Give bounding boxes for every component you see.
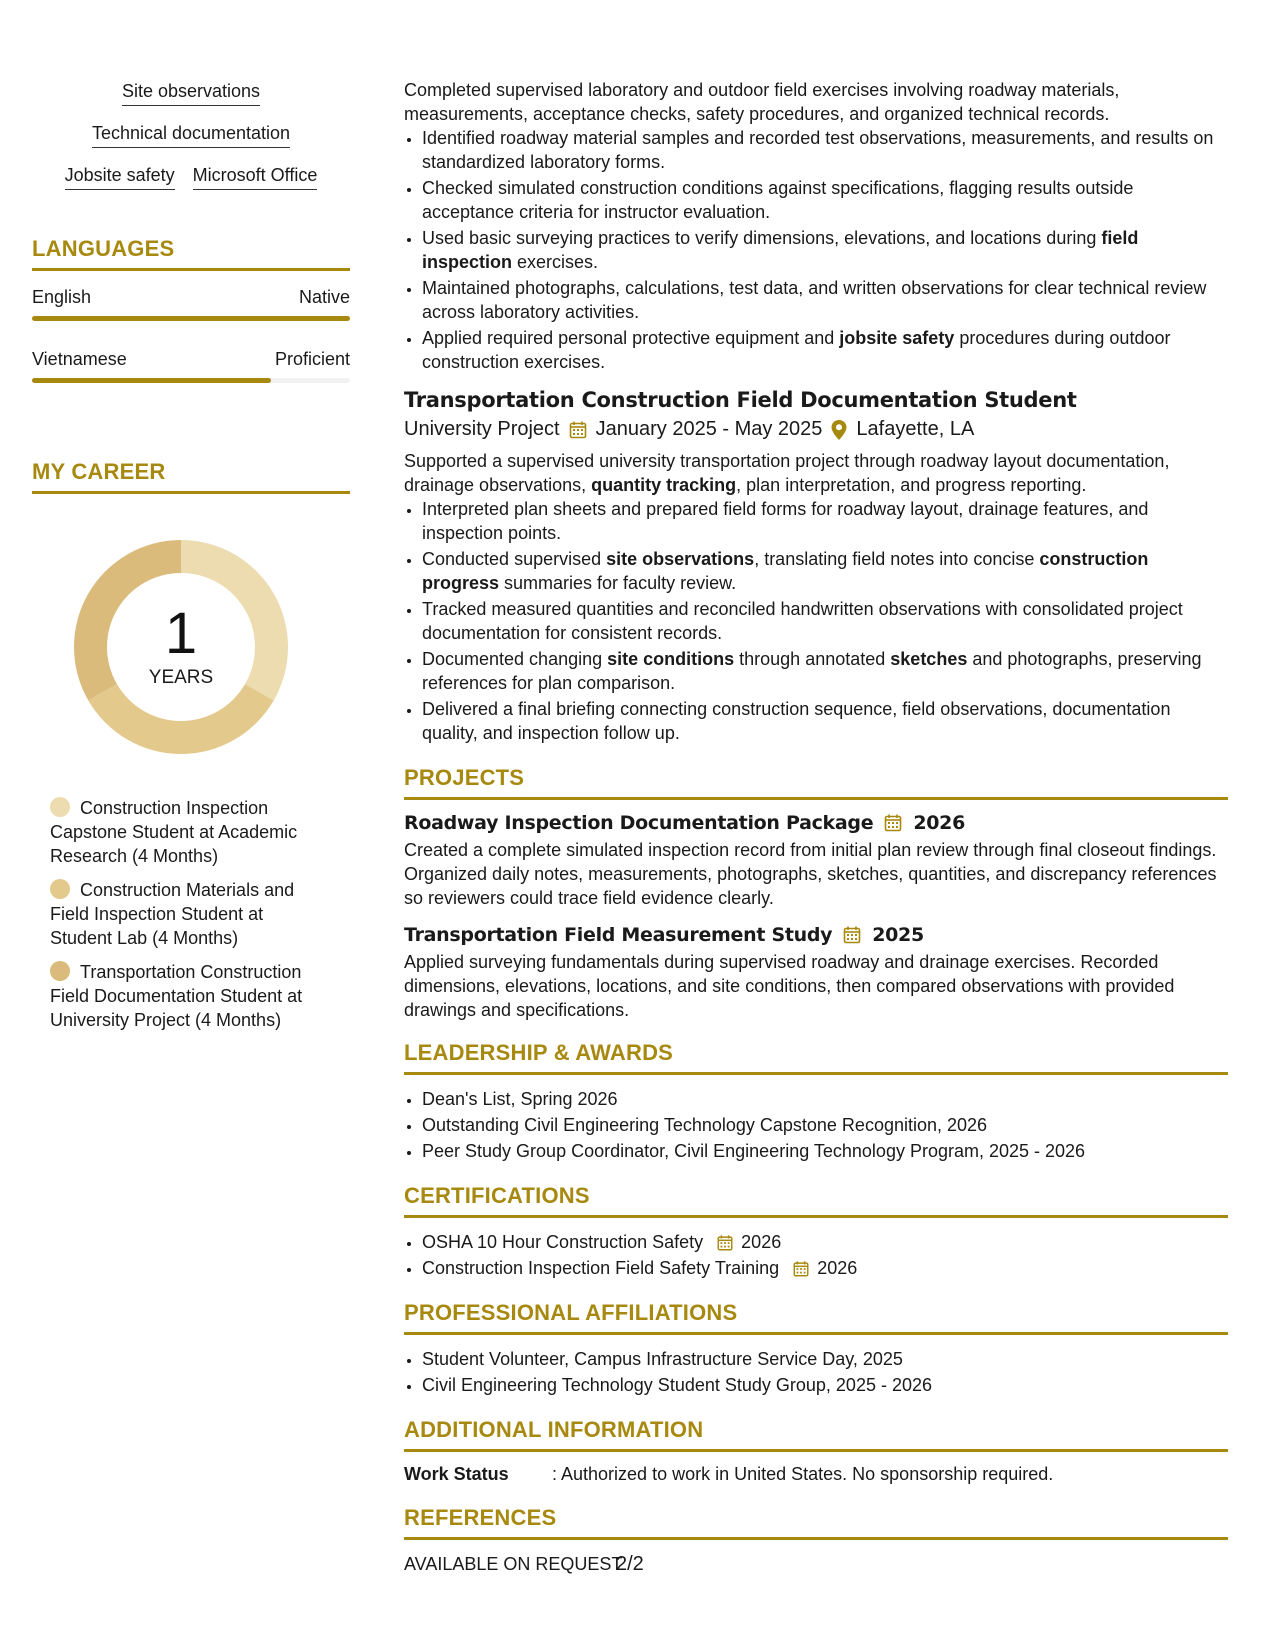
project-item: [404, 812, 1228, 910]
skill-tag: Site observations: [122, 80, 260, 106]
references-section: [404, 1505, 1228, 1576]
certifications-section: [404, 1183, 1228, 1280]
calendar-icon: [842, 925, 862, 945]
languages-heading: LANGUAGES: [32, 236, 350, 271]
projects-heading: PROJECTS: [404, 765, 1228, 800]
project-name: Roadway Inspection Documentation Package: [404, 812, 874, 834]
skill-tag: Jobsite safety: [65, 164, 175, 190]
right-column: [404, 78, 1228, 1576]
job-title: Transportation Construction Field Documentation Student: [404, 388, 1077, 412]
language-level: Proficient: [274, 349, 350, 369]
work-status-label: Work Status: [404, 1464, 509, 1484]
map-pin-icon: [830, 419, 848, 441]
certification-item: [422, 1256, 1228, 1280]
language-item: [32, 287, 350, 321]
calendar-icon: [716, 1234, 734, 1252]
donut-center: [66, 532, 296, 762]
awards-section: [404, 1040, 1228, 1163]
certification-name: OSHA 10 Hour Construction Safety: [422, 1232, 704, 1252]
job-meta: [404, 418, 1228, 441]
calendar-icon: [792, 1260, 810, 1278]
language-bar: [32, 316, 350, 321]
references-text: AVAILABLE ON REQUEST: [404, 1554, 623, 1574]
references-heading: REFERENCES: [404, 1505, 1228, 1540]
career-heading: MY CAREER: [32, 459, 350, 494]
skill-row: [32, 122, 350, 148]
job-location: Lafayette, LA: [856, 418, 975, 440]
experience-summary: Completed supervised laboratory and outdoor field exercises involving roadway materials, measurements, acceptance checks, safety procedures, and organized technical records.: [404, 80, 1120, 124]
affiliation-item: • Student Volunteer, Campus Infrastructure Service Day, 2025: [422, 1347, 1228, 1371]
career-item-text: Construction Inspection Capstone Student at Academic Research (4 Months): [50, 798, 298, 866]
project-name: Transportation Field Measurement Study: [404, 924, 833, 946]
career-legend-item: [50, 878, 320, 950]
bullet-item: • Checked simulated construction conditions against specifications, flagging results outside acceptance criteria for instructor evaluation.: [422, 176, 1228, 224]
language-level: Native: [298, 287, 350, 307]
award-item: • Outstanding Civil Engineering Technology Capstone Recognition, 2026: [422, 1113, 1228, 1137]
language-bar-fill: [32, 316, 350, 321]
job-dates: January 2025 - May 2025: [595, 418, 823, 440]
career-donut-chart: [66, 532, 296, 762]
affiliation-item: • Civil Engineering Technology Student Study Group, 2025 - 2026: [422, 1373, 1228, 1397]
certifications-list: [404, 1230, 1228, 1280]
work-status-row: [404, 1464, 1228, 1485]
bullet-item: • Identified roadway material samples and recorded test observations, measurements, and results on standardized laboratory forms.: [422, 126, 1228, 174]
bullet-item: • Delivered a final briefing connecting construction sequence, field observations, documentation quality, and inspection follow up.: [422, 697, 1228, 745]
award-item: • Peer Study Group Coordinator, Civil Engineering Technology Program, 2025 - 2026: [422, 1139, 1228, 1163]
page-number: 2/2: [616, 1553, 644, 1575]
additional-heading: ADDITIONAL INFORMATION: [404, 1417, 1228, 1452]
career-legend-item: [50, 796, 320, 868]
project-description: Created a complete simulated inspection record from initial plan review through final closeout findings. Organized daily notes, measurements, photographs, sketches, quantities, and discrepancy references so reviewers could trace field evidence clearly.: [404, 840, 1217, 908]
skill-row: [32, 80, 350, 106]
career-item-text: Transportation Construction Field Documentation Student at University Project (4 Months): [50, 962, 303, 1030]
affiliations-section: [404, 1300, 1228, 1397]
certification-name: Construction Inspection Field Safety Training: [422, 1258, 780, 1278]
job-organization: University Project: [404, 418, 560, 440]
project-year: 2026: [913, 812, 965, 834]
calendar-icon: [883, 813, 903, 833]
bullet-item: • Interpreted plan sheets and prepared field forms for roadway layout, drainage features, and inspection points.: [422, 497, 1228, 545]
language-name: Vietnamese: [32, 349, 127, 369]
affiliations-heading: PROFESSIONAL AFFILIATIONS: [404, 1300, 1228, 1335]
bullet-item: • Applied required personal protective equipment and jobsite safety procedures during outdoor construction exercises.: [422, 326, 1228, 374]
skill-tag: Microsoft Office: [193, 164, 318, 190]
languages-list: [32, 287, 350, 383]
job-bullets: [404, 497, 1228, 745]
language-bar-fill: [32, 378, 271, 383]
skill-row: [32, 164, 350, 190]
career-years-value: 1: [164, 601, 198, 666]
job-summary: Supported a supervised university transportation project through roadway layout documentation, drainage observations, quantity tracking, plan interpretation, and progress reporting.: [404, 451, 1170, 495]
project-item: [404, 924, 1228, 1022]
bullet-item: • Tracked measured quantities and reconciled handwritten observations with consolidated project documentation for consistent records.: [422, 597, 1228, 645]
language-bar: [32, 378, 350, 383]
certification-item: [422, 1230, 1228, 1254]
bullet-item: • Conducted supervised site observations, translating field notes into concise construction progress summaries for faculty review.: [422, 547, 1228, 595]
certification-year: 2026: [741, 1232, 782, 1252]
awards-heading: LEADERSHIP & AWARDS: [404, 1040, 1228, 1075]
calendar-icon: [568, 420, 588, 440]
legend-dot: [50, 961, 70, 981]
award-item: • Dean's List, Spring 2026: [422, 1087, 1228, 1111]
skill-tag: Technical documentation: [92, 122, 290, 148]
language-item: [32, 349, 350, 383]
certifications-heading: CERTIFICATIONS: [404, 1183, 1228, 1218]
left-column: [32, 80, 350, 1042]
project-description: Applied surveying fundamentals during supervised roadway and drainage exercises. Recorded dimensions, elevations, locations, and site conditions, then compared observations with provided drawings and specifications.: [404, 952, 1175, 1020]
career-legend: [50, 796, 320, 1032]
career-legend-item: [50, 960, 320, 1032]
work-status-value: : Authorized to work in United States. No sponsorship required.: [552, 1464, 1054, 1484]
projects-section: [404, 765, 1228, 1022]
legend-dot: [50, 797, 70, 817]
language-name: English: [32, 287, 92, 307]
bullet-item: • Used basic surveying practices to verify dimensions, elevations, and locations during field inspection exercises.: [422, 226, 1228, 274]
awards-list: [404, 1087, 1228, 1163]
additional-section: [404, 1417, 1228, 1485]
project-year: 2025: [872, 924, 924, 946]
skills-list: [32, 80, 350, 190]
career-item-text: Construction Materials and Field Inspection Student at Student Lab (4 Months): [50, 880, 295, 948]
experience-bullets: [404, 126, 1228, 374]
bullet-item: • Documented changing site conditions through annotated sketches and photographs, preserving references for plan comparison.: [422, 647, 1228, 695]
career-years-unit: YEARS: [148, 667, 214, 688]
bullet-item: • Maintained photographs, calculations, test data, and written observations for clear technical review across laboratory activities.: [422, 276, 1228, 324]
affiliations-list: [404, 1347, 1228, 1397]
certification-year: 2026: [817, 1258, 858, 1278]
legend-dot: [50, 879, 70, 899]
